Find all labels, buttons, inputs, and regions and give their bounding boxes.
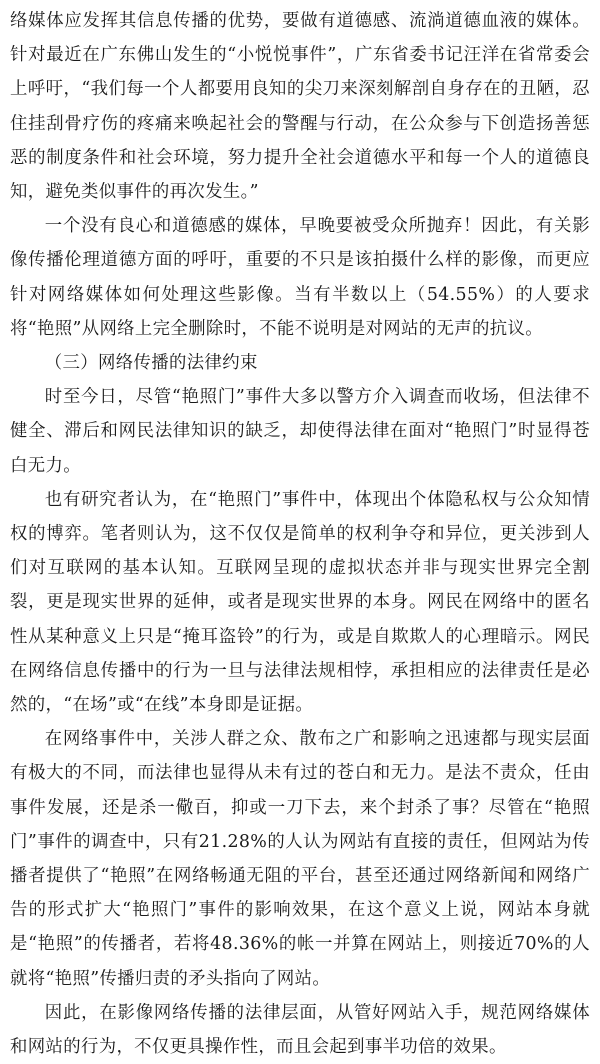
paragraph-website-responsibility: 在网络事件中，关涉人群之众、散布之广和影响之迅速都与现实层面有极大的不同，而法律也显得从未有过的苍白和无力。是法不责众，任由事件发展，还是杀一儆百，抑或一刀下去，来个封杀了事？尽管在“艳照门”事件的调查中，只有21.28%的人认为网站有直接的责任，但网站为传播者提供了“艳照”在网络畅通无阻的平台，甚至还通过网络新闻和网络广告的形式扩大“艳照门”事件的影响效果，在这个意义上说，网站本身就是“艳照”的传播者，若将48.36%的帐一并算在网站上，则接近70%的人就将“艳照”传播归责的矛头指向了网站。 [10,729,590,989]
paragraph-continued: 络媒体应发挥其信息传播的优势，要做有道德感、流淌道德血液的媒体。针对最近在广东佛山发生的“小悦悦事件”，广东省委书记汪洋在省常委会上呼吁，“我们每一个人都要用良知的尖刀来深刻解剖自身存在的丑陋，忍住挂刮骨疗伤的疼痛来唤起社会的警醒与行动，在公众参与下创造扬善惩恶的制度条件和社会环境，努力提升全社会道德水平和每一个人的道德良知，避免类似事件的再次发生。” [10,11,590,203]
section-heading-legal-constraints: （三）网络传播的法律约束 [44,353,258,374]
paragraph-privacy-vs-right-to-know: 也有研究者认为，在“艳照门”事件中，体现出个体隐私权与公众知情权的博弈。笔者则认为，这不仅仅是简单的权利争夺和异位，更关涉到人们对互联网的基本认知。互联网呈现的虚拟状态并非与现实世界完全割裂，更是现实世界的延伸，或者是现实世界的本身。网民在网络中的匿名性从某种意义上只是“掩耳盗铃”的行为，或是自欺欺人的心理暗示。网民在网络信息传播中的行为一旦与法律法规相悖，承担相应的法律责任是必然的，“在场”或“在线”本身即是证据。 [10,489,590,716]
paragraph-media-conscience: 一个没有良心和道德感的媒体，早晚要被受众所抛弃！因此，有关影像传播伦理道德方面的呼吁，重要的不只是该拍摄什么样的影像，而更应针对网络媒体如何处理这些影像。当有半数以上（54.55%）的人要求将“艳照”从网络上完全删除时，不能不说明是对网站的无声的抗议。 [10,216,590,339]
paragraph-law-weakness: 时至今日，尽管“艳照门”事件大多以警方介入调查而收场，但法律不健全、滞后和网民法律知识的缺乏，却使得法律在面对“艳照门”时显得苍白无力。 [10,387,590,476]
paragraph-conclusion: 因此，在影像网络传播的法律层面，从管好网站入手，规范网络媒体和网站的行为，不仅更具操作性，而且会起到事半功倍的效果。 [10,1002,590,1058]
